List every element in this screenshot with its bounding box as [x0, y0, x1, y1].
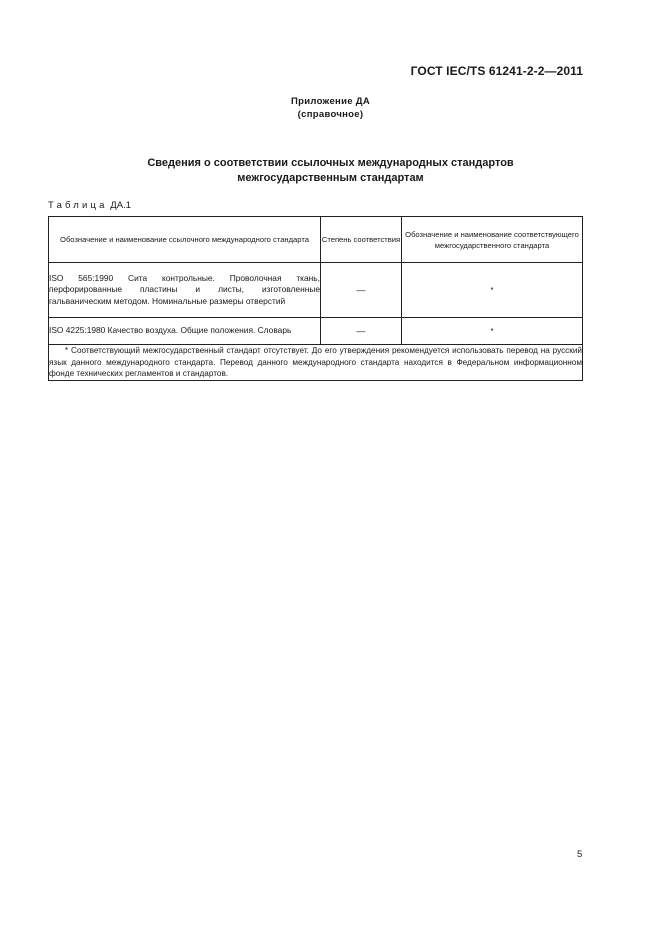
section-title [0, 156, 661, 186]
table-footnote [49, 345, 583, 381]
section-title-line2: межгосударственным стандартам [237, 172, 424, 184]
page-number: 5 [577, 849, 583, 860]
table-caption-word: Таблица [48, 200, 108, 211]
row-interstate-standard: * [402, 263, 583, 318]
document-code: ГОСТ IEC/TS 61241-2-2—2011 [410, 64, 583, 78]
section-title-line1: Сведения о соответствии ссылочных международных стандартов [147, 157, 514, 169]
table-caption [48, 200, 131, 211]
table-row [49, 263, 583, 318]
row-interstate-standard: * [402, 318, 583, 345]
table-footnote-text: * Соответствующий межгосударственный стандарт отсутствует. До его утверждения рекомендуется использовать перевод на русский язык данного международного стандарта. Перевод данного международного стандарта находится в Федеральном информационном фонде технических регламентов и стандартов. [49, 346, 582, 379]
row-standard-name: ISO 565:1990 Сита контрольные. Проволочная ткань, перфорированные пластины и листы, изготовленные гальваническим методом. Номинальные размеры отверстий [49, 263, 321, 318]
header-international-standard: Обозначение и наименование ссылочного международного стандарта [49, 217, 321, 263]
header-interstate-standard: Обозначение и наименование соответствующего межгосударственного стандарта [402, 217, 583, 263]
table-footnote-row [49, 345, 583, 381]
correspondence-table [48, 216, 583, 381]
table-row [49, 318, 583, 345]
table-header-row [49, 217, 583, 263]
appendix-subtitle: (справочное) [297, 109, 364, 120]
row-degree: — [321, 263, 402, 318]
appendix-title: Приложение ДА [291, 96, 370, 107]
table-caption-number: ДА.1 [110, 200, 131, 211]
row-degree: — [321, 318, 402, 345]
row-standard-name: ISO 4225:1980 Качество воздуха. Общие положения. Словарь [49, 318, 321, 345]
header-degree: Степень соответствия [321, 217, 402, 263]
appendix-heading [0, 95, 661, 121]
